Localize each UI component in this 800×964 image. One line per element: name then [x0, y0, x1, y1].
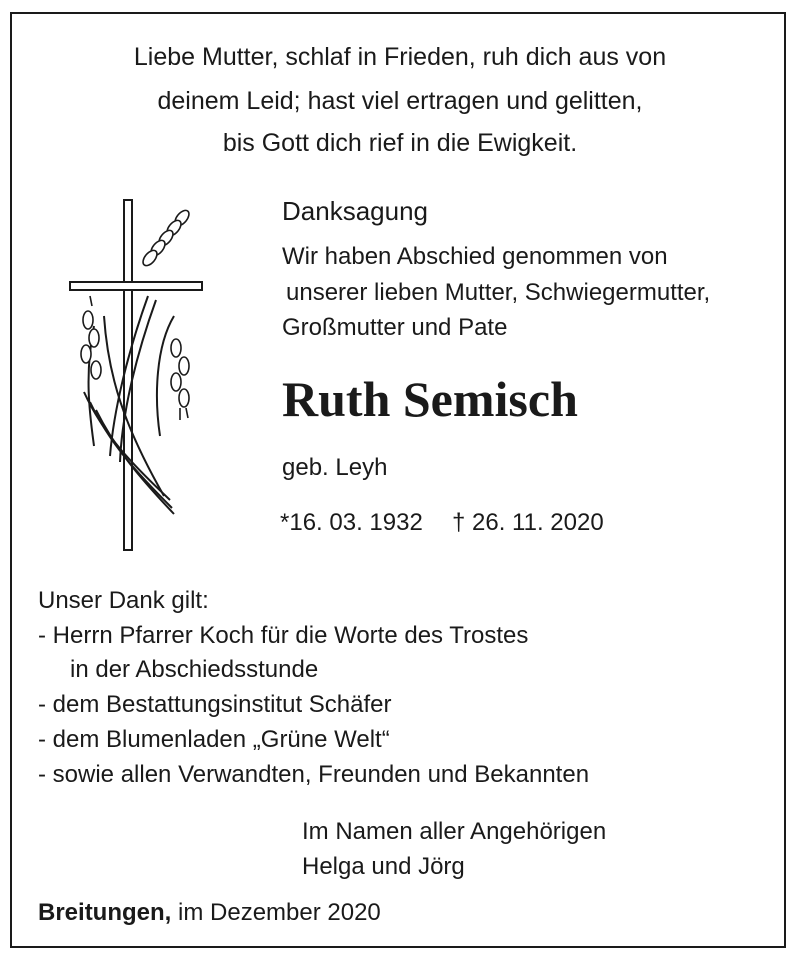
thanks-item-2: - dem Bestattungsinstitut Schäfer [38, 691, 392, 718]
thanks-item-1: - Herrn Pfarrer Koch für die Worte des Trostes [38, 622, 529, 649]
cross-with-wheat-icon [64, 196, 208, 556]
signature-line-1: Im Namen aller Angehörigen [302, 818, 607, 845]
intro-line-1: Wir haben Abschied genommen von [282, 243, 668, 270]
place: Breitungen, [38, 899, 172, 926]
thanks-item-3: - dem Blumenladen „Grüne Welt“ [38, 726, 390, 753]
death-date: † 26. 11. 2020 [452, 509, 604, 536]
deceased-name: Ruth Semisch [282, 371, 578, 427]
verse-line-2: deinem Leid; hast viel ertragen und gelitten, [157, 87, 643, 115]
thanks-item-1-cont: in der Abschiedsstunde [70, 656, 319, 683]
thanks-intro: Unser Dank gilt: [38, 587, 209, 614]
date: im Dezember 2020 [178, 899, 381, 926]
intro-line-2: unserer lieben Mutter, Schwiegermutter, [286, 279, 711, 306]
maiden-name: geb. Leyh [282, 454, 388, 481]
verse-line-3: bis Gott dich rief in die Ewigkeit. [222, 129, 578, 157]
heading-danksagung: Danksagung [282, 196, 428, 226]
place-date-line [38, 898, 381, 928]
signature-line-2: Helga und Jörg [302, 853, 465, 880]
thanks-item-4: - sowie allen Verwandten, Freunden und Bekannten [38, 761, 590, 788]
verse-line-1: Liebe Mutter, schlaf in Frieden, ruh dich aus von [133, 43, 667, 71]
intro-line-3: Großmutter und Pate [282, 314, 508, 341]
birth-date: *16. 03. 1932 [280, 509, 423, 536]
